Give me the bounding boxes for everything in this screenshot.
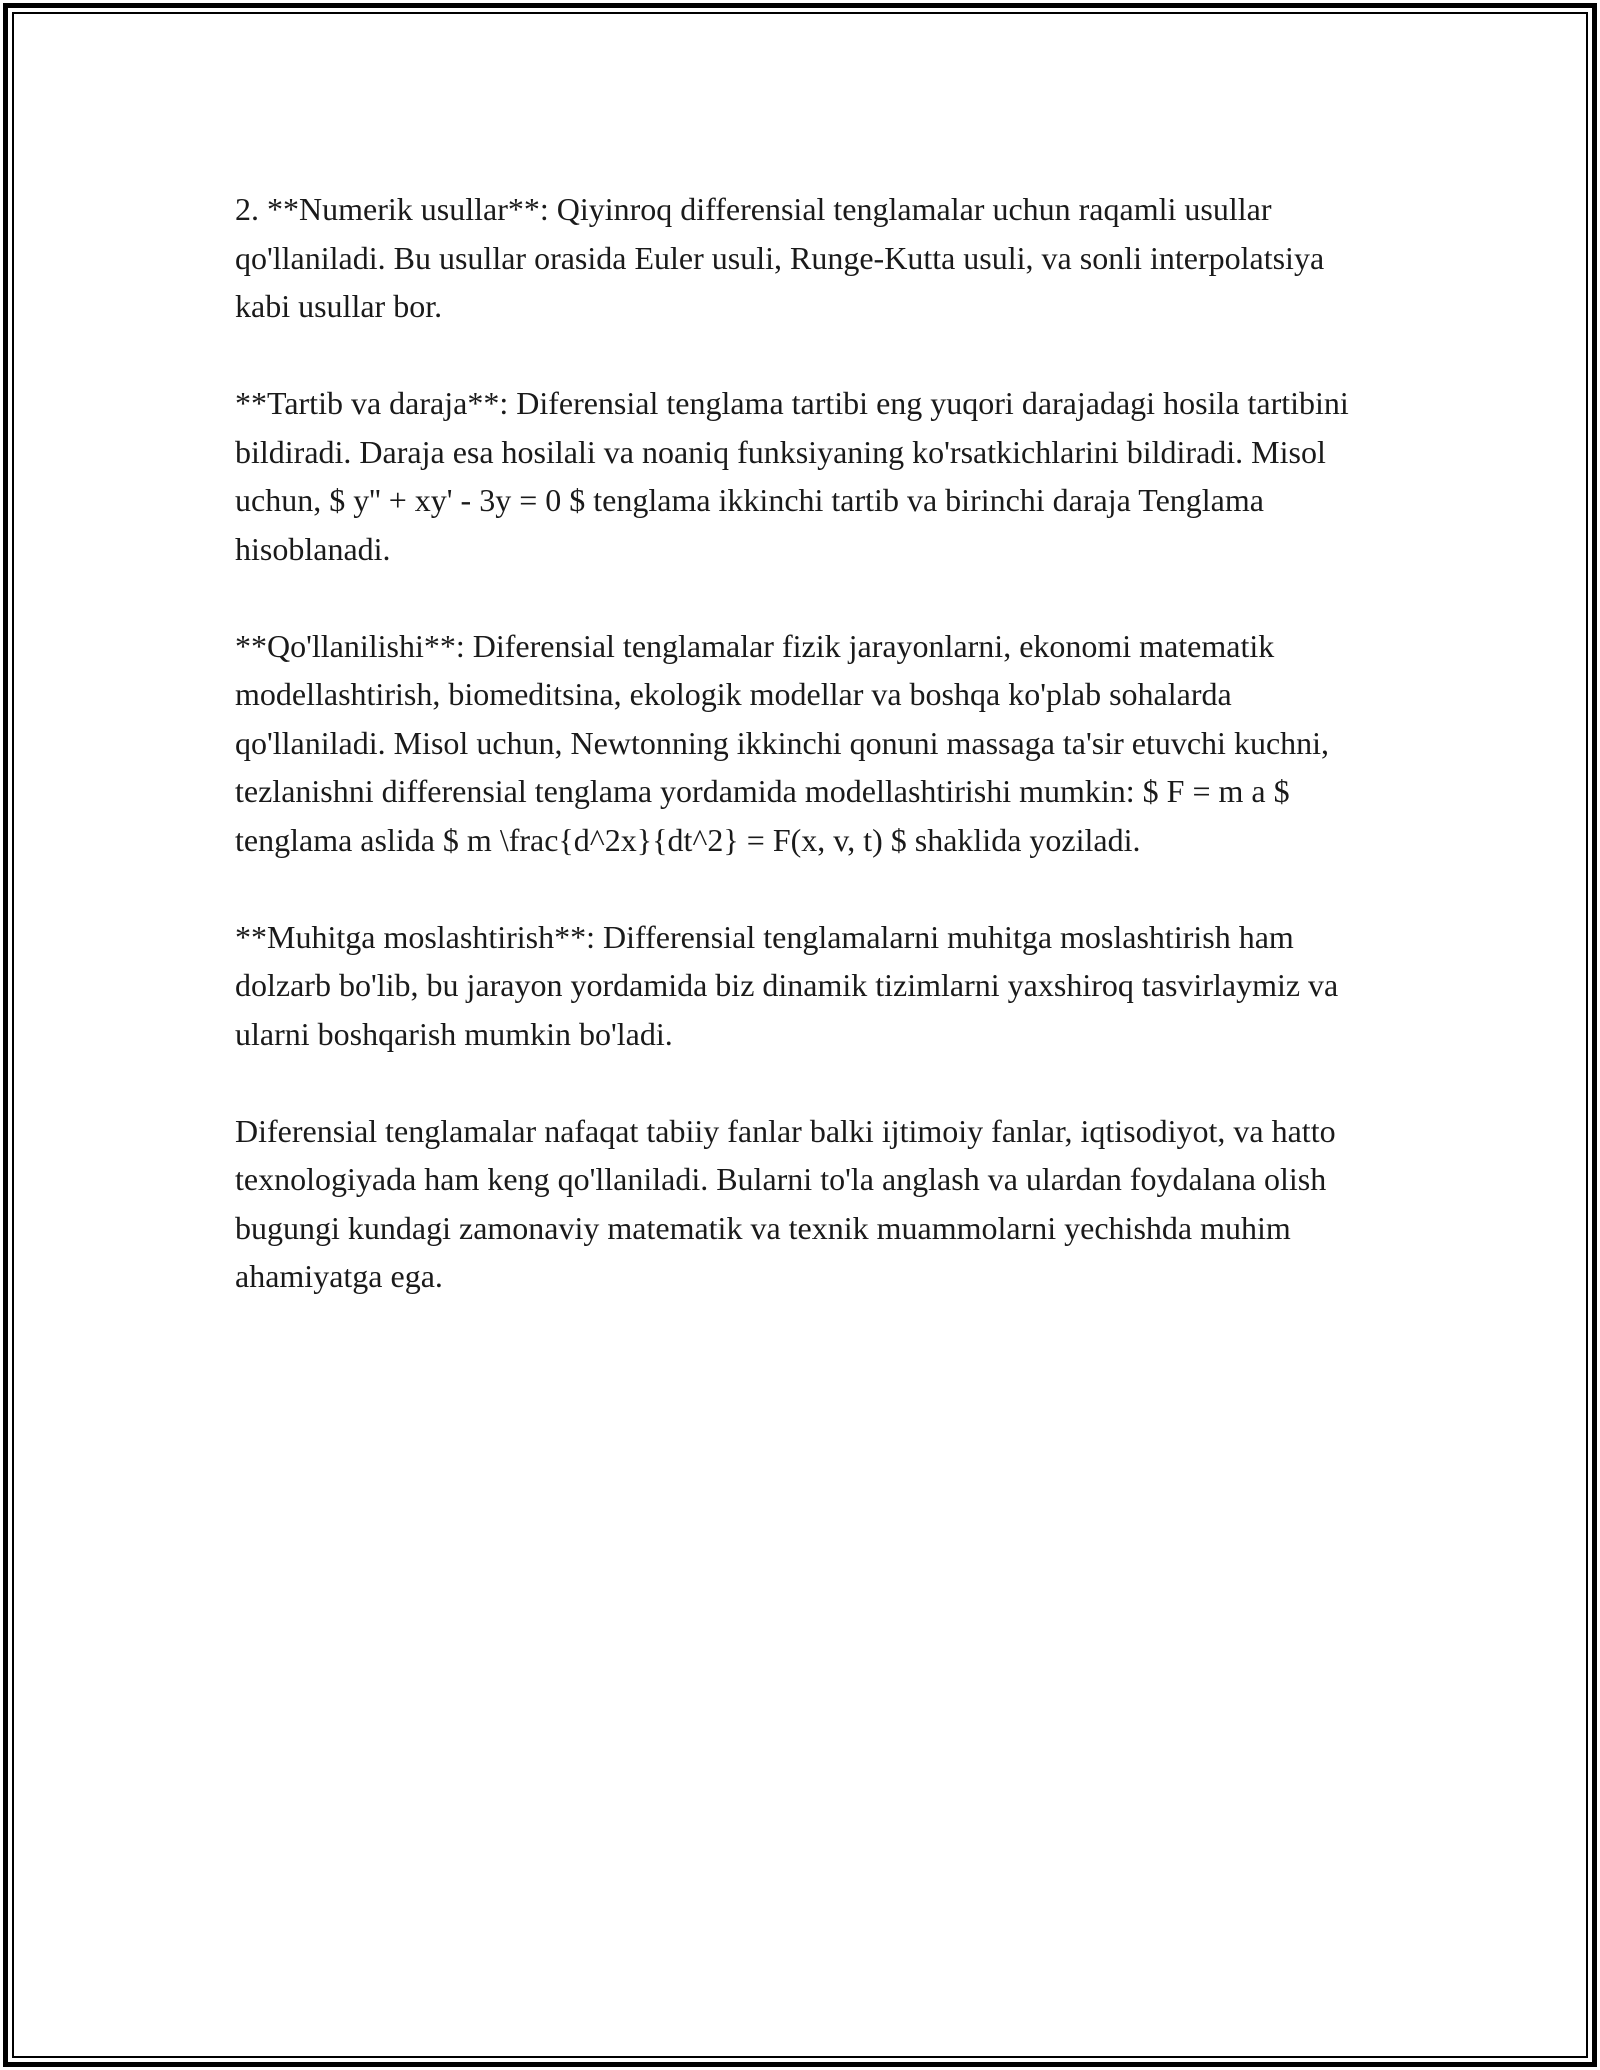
- paragraph-conclusion: Diferensial tenglamalar nafaqat tabiiy fanlar balki ijtimoiy fanlar, iqtisodiyot, va hatto texnologiyada ham keng qo'llaniladi. Bularni to'la anglash va ulardan foydalana olish bugungi kundagi zamonaviy matematik va texnik muammolarni yechishda muhim ahamiyatga ega.: [235, 1112, 1336, 1294]
- document-body: [235, 185, 1375, 1349]
- paragraph-qollanilishi: **Qo'llanilishi**: Diferensial tenglamalar fizik jarayonlarni, ekonomi matematik modellashtirish, biomeditsina, ekologik modellar va boshqa ko'plab sohalarda qo'llaniladi. Misol uchun, Newtonning ikkinchi qonuni massaga ta'sir etuvchi kuchni, tezlanishni differensial tenglama yordamida modellashtirishi mumkin: $ F = m a $ tenglama aslida $ m \frac{d^2x}{dt^2} = F(x, v, t) $ shaklida yoziladi.: [235, 627, 1330, 858]
- paragraph-numerik-usullar: 2. **Numerik usullar**: Qiyinroq differensial tenglamalar uchun raqamli usullar qo'llaniladi. Bu usullar orasida Euler usuli, Runge-Kutta usuli, va sonli interpolatsiya kabi usullar bor.: [235, 191, 1325, 324]
- paragraph-muhitga-moslashtirish: **Muhitga moslashtirish**: Differensial tenglamalarni muhitga moslashtirish ham dolzarb bo'lib, bu jarayon yordamida biz dinamik tizimlarni yaxshiroq tasvirlaymiz va ularni boshqarish mumkin bo'ladi.: [235, 918, 1339, 1052]
- paragraph-tartib-va-daraja: **Tartib va daraja**: Diferensial tenglama tartibi eng yuqori darajadagi hosila tartibini bildiradi. Daraja esa hosilali va noaniq funksiyaning ko'rsatkichlarini bildiradi. Misol uchun, $ y'' + xy' - 3y = 0 $ tenglama ikkinchi tartib va birinchi daraja Tenglama hisoblanadi.: [235, 385, 1349, 567]
